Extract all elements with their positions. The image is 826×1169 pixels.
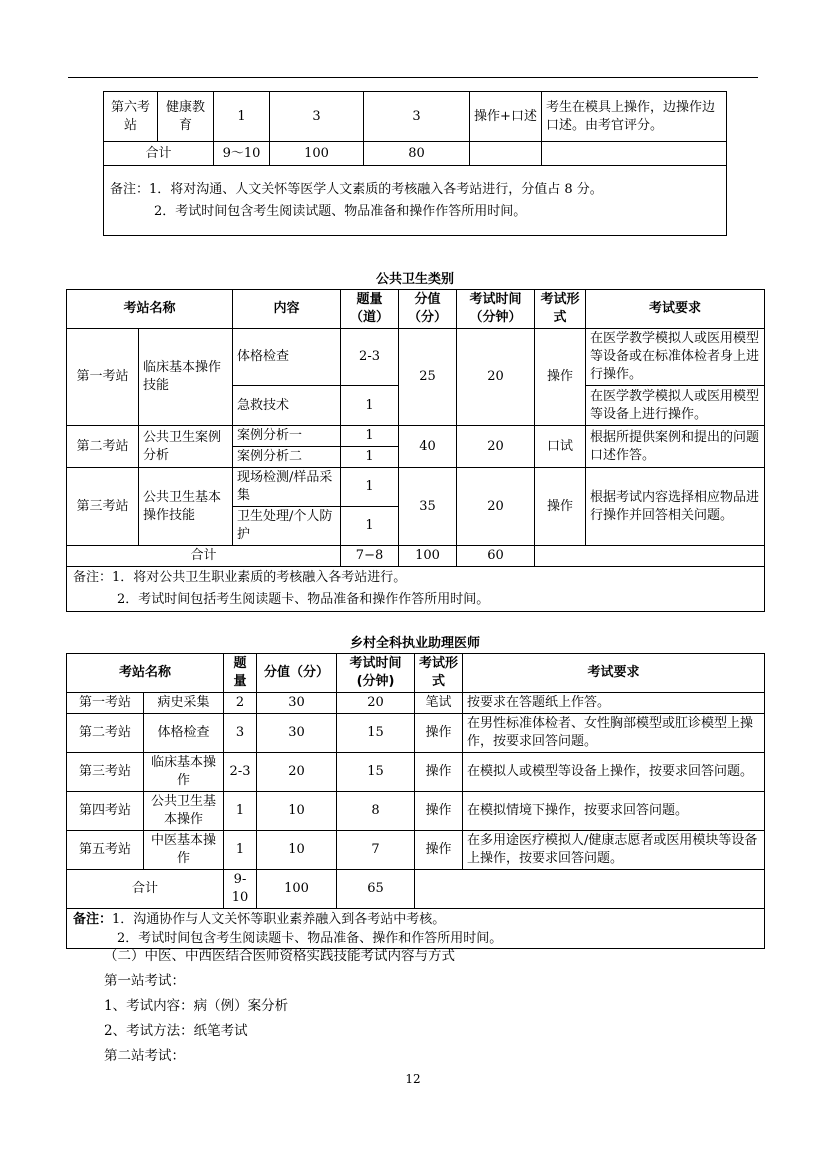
note-1: 1．沟通协作与人文关怀等职业素养融入到各考站中考核。 [112, 911, 446, 927]
count-cell: 2-3 [224, 753, 257, 792]
note-2: 2．考试时间包含考生阅读试题、物品准备和操作作答所用时间。 [154, 203, 527, 219]
total-label: 合计 [67, 870, 224, 909]
body-line: 1、考试内容：病（例）案分析 [104, 998, 289, 1014]
score-cell: 40 [399, 426, 457, 468]
total-count: 9～10 [214, 142, 270, 166]
station-cell: 第五考站 [67, 831, 144, 870]
req-cell: 在男性标准体检者、女性胸部模型或肛诊模型上操作，按要求回答问题。 [463, 714, 765, 753]
total-row [67, 870, 765, 909]
content-cell: 中医基本操作 [144, 831, 224, 870]
station-cell: 第二考站 [67, 714, 144, 753]
note-label: 备注： [73, 911, 113, 927]
form-cell: 操作 [415, 792, 463, 831]
table-title: 乡村全科执业助理医师 [349, 636, 480, 651]
body-line: 第一站考试： [104, 973, 185, 989]
header-form: 考试形式 [415, 654, 463, 693]
header-count: 题量（道） [341, 290, 399, 329]
content-cell: 卫生处理/个人防护 [233, 507, 341, 546]
total-time: 65 [337, 870, 415, 909]
count-cell: 3 [224, 714, 257, 753]
score-cell: 10 [257, 792, 337, 831]
header-time: 考试时间（分钟） [457, 290, 535, 329]
header-score: 分值（分） [399, 290, 457, 329]
station-cell: 第一考站 [67, 693, 144, 714]
notes-row [104, 166, 727, 236]
time-cell: 15 [337, 714, 415, 753]
score-cell: 30 [257, 693, 337, 714]
count-cell: 1 [224, 831, 257, 870]
header-station: 考站名称 [67, 290, 233, 329]
notes-row [67, 909, 765, 949]
header-row [67, 654, 765, 693]
req-cell: 在医学教学模拟人或医用模型等设备或在标准体检者身上进行操作。 [586, 329, 765, 386]
score-cell: 30 [257, 714, 337, 753]
total-count: 7−8 [341, 546, 399, 567]
table-row [67, 426, 765, 447]
total-score: 100 [270, 142, 364, 166]
note-1: 备注：1．将对公共卫生职业素质的考核融入各考站进行。 [73, 570, 407, 585]
station-skill: 公共卫生案例分析 [139, 426, 233, 468]
form-cell: 笔试 [415, 693, 463, 714]
header-form: 考试形式 [535, 290, 586, 329]
content-cell: 健康教育 [158, 92, 214, 142]
total-label: 合计 [104, 142, 214, 166]
table-row [67, 693, 765, 714]
form-cell: 操作 [535, 468, 586, 546]
station-cell: 第四考站 [67, 792, 144, 831]
score-cell: 35 [399, 468, 457, 546]
station-skill: 临床基本操作技能 [139, 329, 233, 426]
header-score: 分值（分） [257, 654, 337, 693]
note-2: 2．考试时间包含考生阅读题卡、物品准备、操作和作答所用时间。 [117, 930, 503, 946]
time-cell: 15 [337, 753, 415, 792]
count-cell: 1 [341, 426, 399, 447]
score-cell: 25 [399, 329, 457, 426]
note-2: 2．考试时间包括考生阅读题卡、物品准备和操作作答所用时间。 [117, 592, 490, 607]
table-row [67, 329, 765, 386]
note-1: 备注：1．将对沟通、人文关怀等医学人文素质的考核融入各考站进行，分值占 8 分。 [110, 181, 603, 197]
table-row [67, 714, 765, 753]
req-cell: 按要求在答题纸上作答。 [463, 693, 765, 714]
count-cell: 1 [214, 92, 270, 142]
header-req: 考试要求 [463, 654, 765, 693]
table-row [67, 831, 765, 870]
content-cell: 病史采集 [144, 693, 224, 714]
form-cell: 口试 [535, 426, 586, 468]
total-label: 合计 [67, 546, 341, 567]
body-line: 第二站考试： [104, 1048, 185, 1064]
content-cell: 现场检测/样品采集 [233, 468, 341, 507]
count-cell: 2 [224, 693, 257, 714]
table-title: 公共卫生类别 [375, 272, 454, 287]
req-cell: 在模拟人或模型等设备上操作，按要求回答问题。 [463, 753, 765, 792]
station-cell: 第三考站 [67, 753, 144, 792]
header-req: 考试要求 [586, 290, 765, 329]
score-cell: 20 [257, 753, 337, 792]
content-cell: 案例分析一 [233, 426, 341, 447]
score-cell: 3 [270, 92, 364, 142]
count-cell: 1 [341, 447, 399, 468]
count-cell: 1 [341, 386, 399, 426]
count-cell: 1 [341, 507, 399, 546]
station-skill: 公共卫生基本操作技能 [139, 468, 233, 546]
table-row [104, 92, 727, 142]
time-cell: 8 [337, 792, 415, 831]
score-cell: 10 [257, 831, 337, 870]
req-cell: 在多用途医疗模拟人/健康志愿者或医用模块等设备上操作，按要求回答问题。 [463, 831, 765, 870]
content-cell: 急救技术 [233, 386, 341, 426]
form-cell: 操作 [415, 753, 463, 792]
header-count: 题量 [224, 654, 257, 693]
count-cell: 1 [224, 792, 257, 831]
header-rule [68, 77, 758, 78]
total-time: 80 [364, 142, 470, 166]
header-row [67, 290, 765, 329]
rural-table [66, 653, 765, 949]
content-cell: 体格检查 [233, 329, 341, 386]
form-cell: 操作 [415, 714, 463, 753]
req-cell: 根据考试内容选择相应物品进行操作并回答相关问题。 [586, 468, 765, 546]
form-cell: 操作 [535, 329, 586, 426]
content-cell: 案例分析二 [233, 447, 341, 468]
count-cell: 2-3 [341, 329, 399, 386]
station-name: 第二考站 [67, 426, 139, 468]
total-row [104, 142, 727, 166]
public-health-table [66, 289, 765, 612]
table-row [67, 468, 765, 507]
table-row [67, 753, 765, 792]
req-cell: 根据所提供案例和提出的问题口述作答。 [586, 426, 765, 468]
req-cell: 考生在模具上操作，边操作边口述。由考官评分。 [542, 92, 727, 142]
page-number: 12 [405, 1072, 421, 1086]
total-time: 60 [457, 546, 535, 567]
time-cell: 20 [457, 329, 535, 426]
time-cell: 20 [457, 468, 535, 546]
station-name: 第三考站 [67, 468, 139, 546]
notes-row [67, 567, 765, 612]
station-cell: 第六考站 [104, 92, 158, 142]
total-row [67, 546, 765, 567]
req-cell: 在模拟情境下操作，按要求回答问题。 [463, 792, 765, 831]
station-name: 第一考站 [67, 329, 139, 426]
total-count: 9-10 [224, 870, 257, 909]
content-cell: 体格检查 [144, 714, 224, 753]
clinical-table-continued [103, 91, 727, 236]
time-cell: 3 [364, 92, 470, 142]
content-cell: 临床基本操作 [144, 753, 224, 792]
total-score: 100 [257, 870, 337, 909]
form-cell: 操作+口述 [470, 92, 542, 142]
table-row [67, 792, 765, 831]
content-cell: 公共卫生基本操作 [144, 792, 224, 831]
header-content: 内容 [233, 290, 341, 329]
total-score: 100 [399, 546, 457, 567]
header-station: 考站名称 [67, 654, 224, 693]
time-cell: 7 [337, 831, 415, 870]
header-time: 考试时间(分钟) [337, 654, 415, 693]
body-line: 2、考试方法：纸笔考试 [104, 1023, 248, 1039]
req-cell: 在医学教学模拟人或医用模型等设备上进行操作。 [586, 386, 765, 426]
section-heading: （二）中医、中西医结合医师资格实践技能考试内容与方式 [104, 948, 455, 964]
time-cell: 20 [457, 426, 535, 468]
count-cell: 1 [341, 468, 399, 507]
time-cell: 20 [337, 693, 415, 714]
form-cell: 操作 [415, 831, 463, 870]
